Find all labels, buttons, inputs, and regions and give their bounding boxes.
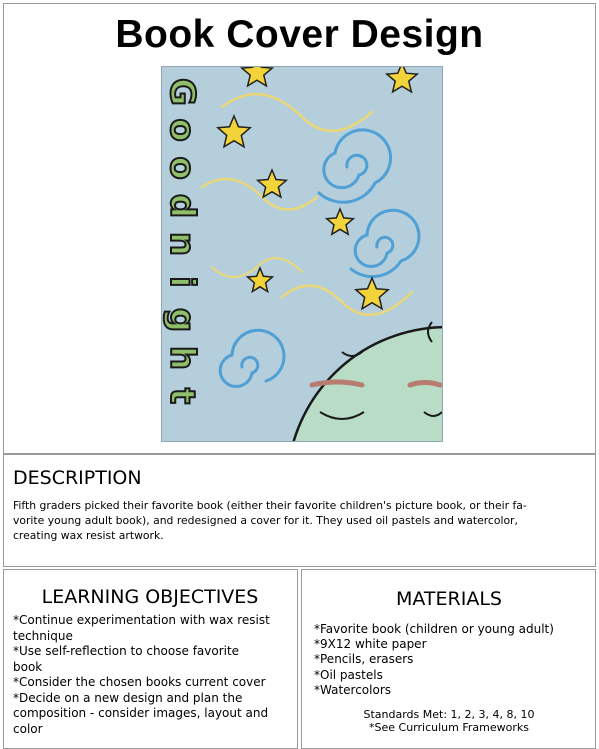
artwork-illustration [162,67,442,441]
material-item: *Watercolors [314,682,392,697]
goodnight-moon-artwork [161,66,443,442]
cover-letter: o [162,118,202,142]
objective-line: composition - consider images, layout and [13,706,269,720]
material-item: *Pencils, erasers [314,652,414,667]
description-heading: DESCRIPTION [13,467,142,489]
material-item: *Oil pastels [314,667,383,682]
cover-letter: G [162,78,202,106]
description-line: Fifth graders picked their favorite book (either their favorite children's picture book, or their fa- [13,499,527,512]
cover-letter: o [162,156,202,180]
curriculum-frameworks-note: *See Curriculum Frameworks [369,721,529,734]
objective-line: *Consider the chosen books current cover [13,675,266,689]
cover-letter: h [162,345,202,371]
objective-line: technique [13,628,73,643]
objective-line: color [13,721,43,736]
cover-letter: d [162,193,202,219]
standards-met: Standards Met: 1, 2, 3, 4, 8, 10 [363,708,535,721]
material-item: *9X12 white paper [314,637,427,652]
objective-line: book [13,659,43,674]
standards-note [302,708,596,734]
cover-letter: n [162,231,202,257]
cover-letter: g [162,307,202,333]
material-item: *Favorite book (children or young adult) [314,622,554,636]
objective-line: *Decide on a new design and plan the [13,690,243,705]
materials-heading: MATERIALS [396,588,502,610]
materials-list [314,622,594,698]
learning-objectives-heading: LEARNING OBJECTIVES [41,586,259,608]
description-line: vorite young adult book), and redesigned a cover for it. They used oil pastels and watercolor, [13,514,518,527]
cover-title-letters [162,78,202,404]
moon-cheek [410,383,440,386]
cover-letter: i [162,276,202,288]
description-line: creating wax resist artwork. [13,529,164,542]
page-title: Book Cover Design [115,13,484,56]
description-text [13,498,588,543]
learning-objectives-list [13,613,293,737]
objective-line: *Use self-reflection to choose favorite [13,644,240,658]
objective-line: *Continue experimentation with wax resist [13,613,270,627]
cover-letter: t [162,387,202,405]
